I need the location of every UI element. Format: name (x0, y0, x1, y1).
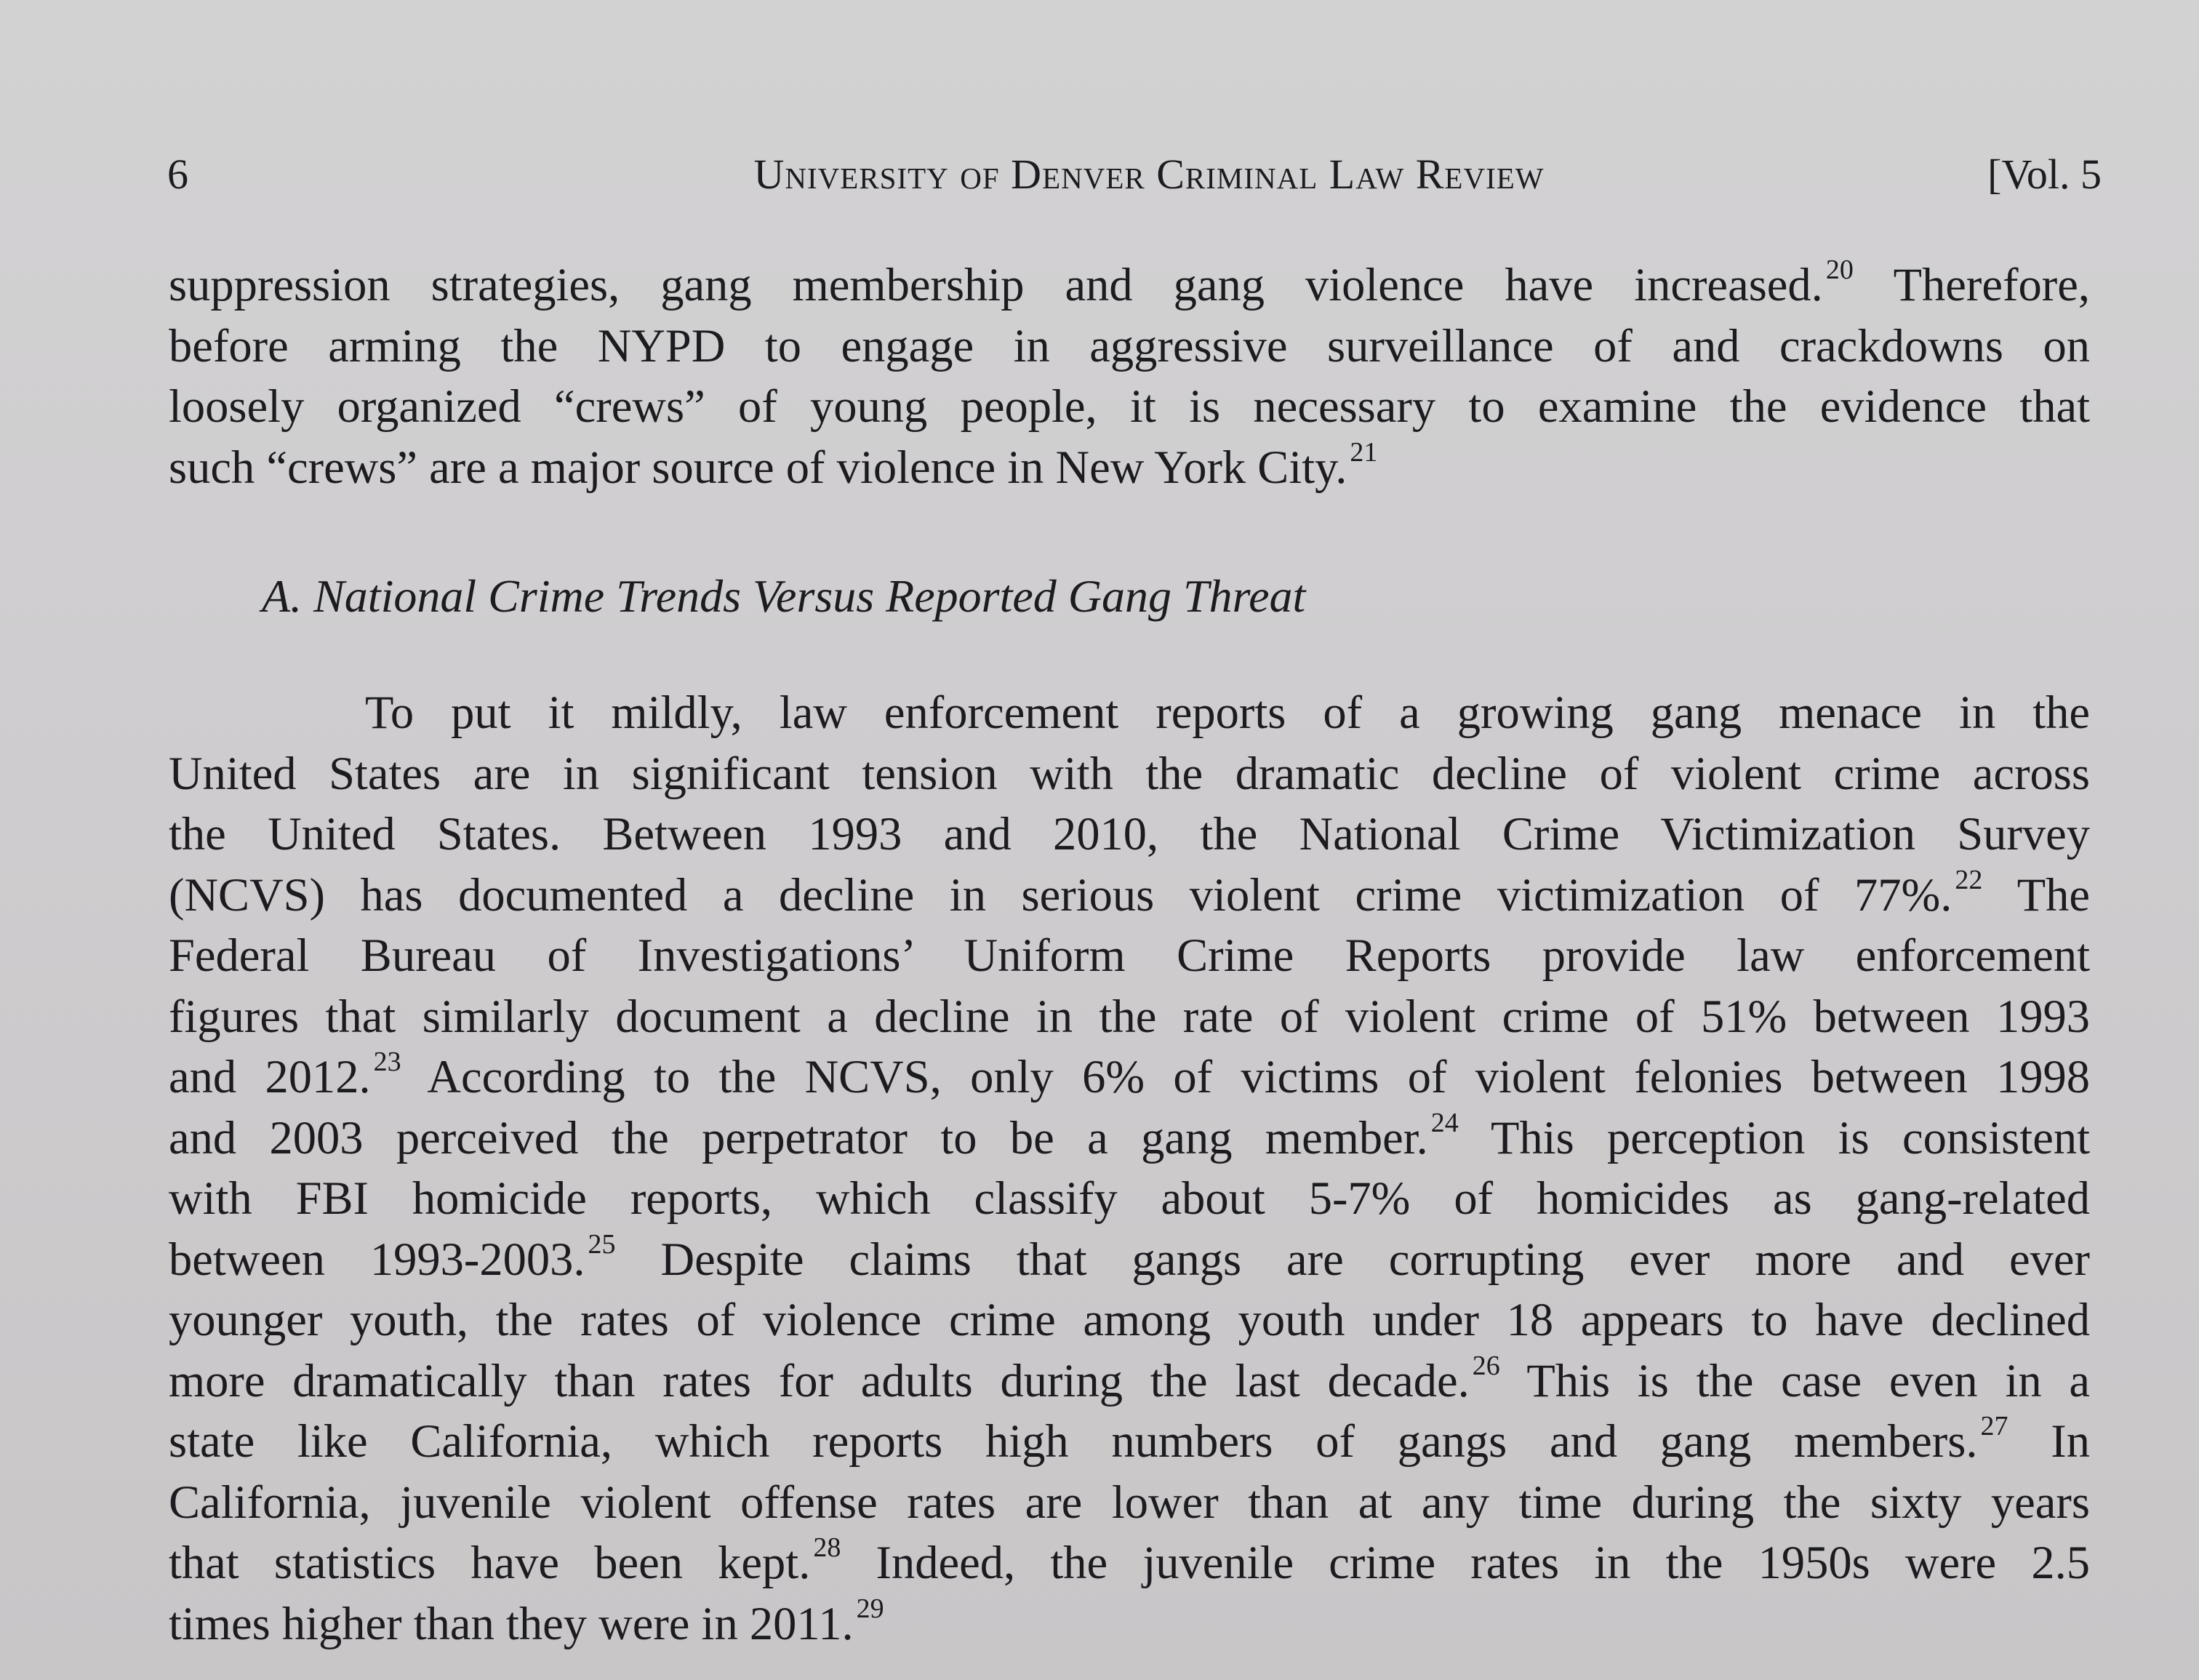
page-number: 6 (167, 151, 188, 198)
section-heading: A. National Crime Trends Versus Reported Gang Threat (262, 570, 1306, 622)
text-line: (NCVS) has documented a decline in serious violent crime victimization of 77%. $^{22}$ The (169, 864, 2090, 921)
footnote-ref-21[interactable]: 21 (1350, 436, 1378, 468)
footnote-ref-24[interactable]: 24 (1430, 1107, 1459, 1138)
footnote-ref-29[interactable]: 29 (856, 1593, 884, 1624)
text-line: with FBI homicide reports, which classify about 5-7% of homicides as gang-related (169, 1172, 2090, 1224)
text-line: To put it mildly, law enforcement reports of a growing gang menace in the (365, 687, 2090, 738)
footnote-ref-20[interactable]: 20 (1825, 255, 1854, 285)
running-header (167, 145, 2102, 204)
text-line: loosely organized “crews” of young people, it is necessary to examine the evidence that (169, 380, 2090, 432)
journal-title: University of Denver Criminal Law Review (753, 151, 1545, 198)
text-line: such “crews” are a major source of violence in New York City. $^{21}$ (169, 436, 1378, 493)
text-line: United States are in significant tension with the dramatic decline of violent crime across (169, 747, 2090, 799)
text-line: Federal Bureau of Investigations’ Uniform Crime Reports provide law enforcement (169, 929, 2090, 981)
paragraph-2 (169, 682, 2090, 1654)
footnote-ref-25[interactable]: 25 (588, 1228, 616, 1260)
text-line: more dramatically than rates for adults during the last decade. $^{26}$ This is the case even in a (169, 1350, 2091, 1407)
text-line: suppression strategies, gang membership and gang violence have increased. $^{20}$ Therefore, (169, 255, 2090, 311)
text-line: that statistics have been kept. $^{28}$ Indeed, the juvenile crime rates in the 1950s were 2.5 (169, 1532, 2090, 1588)
text-line: between 1993-2003. $^{25}$ Despite claims that gangs are corrupting ever more and ever (169, 1228, 2090, 1285)
text-line: and 2003 perceived the perpetrator to be a gang member. $^{24}$ This perception is consistent (169, 1107, 2090, 1164)
text-line: the United States. Between 1993 and 2010, the National Crime Victimization Survey (169, 808, 2090, 860)
volume-label: [Vol. 5 (1987, 151, 2102, 198)
text-line: and 2012. $^{23}$ According to the NCVS, only 6% of victims of violent felonies between 1998 (169, 1047, 2090, 1103)
footnote-ref-23[interactable]: 23 (373, 1047, 401, 1077)
text-line: younger youth, the rates of violence crime among youth under 18 appears to have declined (169, 1294, 2090, 1345)
paragraph-1 (169, 255, 2090, 497)
footnote-ref-28[interactable]: 28 (813, 1532, 841, 1563)
text-line: figures that similarly document a decline in the rate of violent crime of 51% between 1993 (169, 990, 2090, 1042)
footnote-ref-27[interactable]: 27 (1980, 1411, 2008, 1441)
text-line: before arming the NYPD to engage in aggressive surveillance of and crackdowns on (169, 319, 2090, 372)
text-line: times higher than they were in 2011. $^{29}$ (169, 1593, 884, 1649)
text-line: California, juvenile violent offense rates are lower than at any time during the sixty years (169, 1476, 2090, 1528)
footnote-ref-22[interactable]: 22 (1955, 864, 1983, 895)
footnote-ref-26[interactable]: 26 (1472, 1350, 1500, 1381)
text-line: state like California, which reports high numbers of gangs and gang members. $^{27}$ In (169, 1411, 2090, 1467)
